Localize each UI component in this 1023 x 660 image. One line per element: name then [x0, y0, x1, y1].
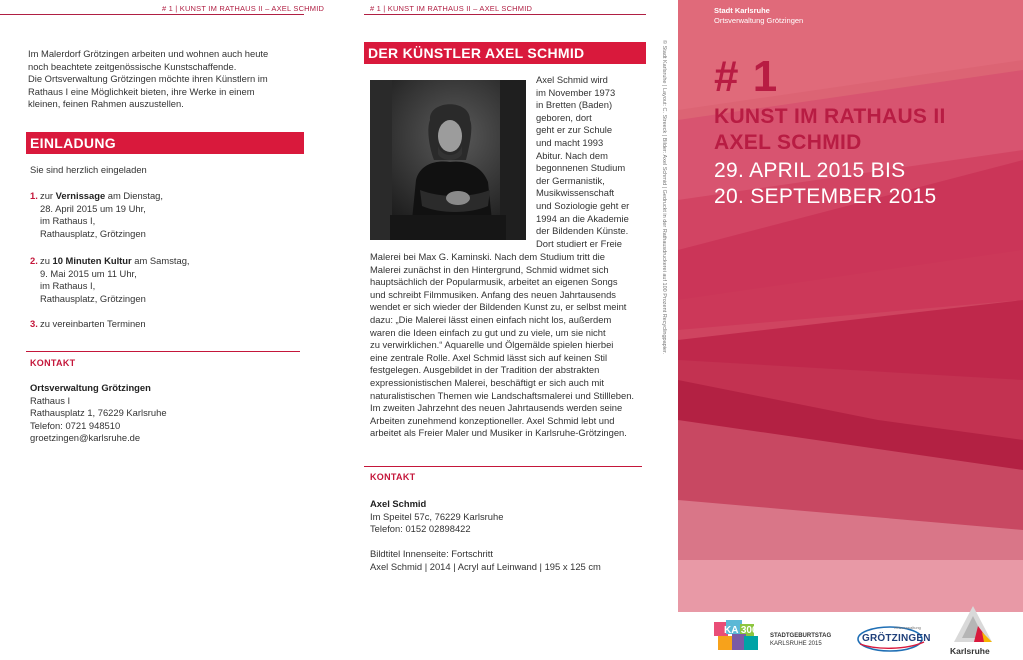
- intro-text: [28, 48, 318, 111]
- stadtgeburtstag-line: KARLSRUHE 2015: [770, 641, 822, 647]
- bio-line: und schreibt Filmmusiken. Anfang des neuen Jahrtausends: [370, 288, 616, 300]
- logo-strip: [678, 612, 1023, 660]
- caption-line: Axel Schmid | 2014 | Acryl auf Leinwand | 195 x 125 cm: [370, 560, 601, 572]
- ka300-logo: [714, 620, 764, 654]
- bio-line: im November 1973: [536, 86, 616, 98]
- cover-title-line1: KUNST IM RATHAUS II: [714, 105, 946, 128]
- divider: [364, 466, 642, 467]
- kontakt-email: groetzingen@karlsruhe.de: [30, 432, 141, 444]
- ka300-text: KA 300: [724, 625, 758, 636]
- cover-org2: Ortsverwaltung Grötzingen: [714, 16, 804, 25]
- event-suffix: am Samstag,: [131, 255, 190, 266]
- kontakt-line: Rathaus I: [30, 394, 71, 406]
- bio-line: naturalistischen Themen wie Landschaftsmalerei und Stillleben.: [370, 389, 635, 401]
- cover-panel: [678, 0, 1023, 660]
- karlsruhe-emblem-icon: [950, 602, 996, 646]
- event-line: Rathausplatz, Grötzingen: [40, 227, 146, 239]
- bio-line: geht er zur Schule: [536, 124, 613, 136]
- artist-heading: DER KÜNSTLER AXEL SCHMID: [364, 42, 646, 64]
- bio-line: Malerei bei Max G. Kaminski. Nach dem Studium tritt die: [370, 251, 605, 262]
- bio-line: Im zweiten Jahrzehnt des neuen Jahrtausends werden seine: [370, 402, 623, 414]
- event-line: 28. April 2015 um 19 Uhr,: [40, 202, 146, 214]
- print-credit: © Stadt Karlsruhe | Layout: C. Streeck | Bilder: Axel Schmid | Gedruckt in der Rathausdruckerei auf 100 Prozent Recyclingpapier.: [661, 40, 667, 355]
- bio-line: 1994 an die Akademie: [536, 212, 629, 224]
- groetzingen-text: GRÖTZINGEN: [862, 633, 931, 644]
- kontakt-phone: Telefon: 0152 02898422: [370, 523, 471, 535]
- artist-body-text: [370, 251, 658, 440]
- event-suffix: am Dienstag,: [105, 190, 163, 201]
- cover-date-line2: 20. SEPTEMBER 2015: [714, 185, 937, 208]
- intro-line: Im Malerdorf Grötzingen arbeiten und wohnen auch heute: [28, 48, 269, 59]
- stadtgeburtstag-text: [770, 632, 831, 648]
- event-line: im Rathaus I,: [40, 215, 96, 227]
- bio-line: Arbeiten zunehmend konzeptioneller. Axel Schmid lebt und: [370, 414, 615, 426]
- caption-line: Bildtitel Innenseite: Fortschritt: [370, 548, 493, 559]
- event-bold: 10 Minuten Kultur: [52, 255, 132, 266]
- bio-line: und Soziologie geht er: [536, 199, 630, 211]
- bio-line: Musikwissenschaft: [536, 187, 615, 199]
- intro-line: kleinen, feinen Rahmen auszustellen.: [28, 98, 184, 110]
- bio-line: dazu: „Die Malerei lässt einen einfach nicht los, außerdem: [370, 313, 612, 325]
- event-number: 2.: [30, 255, 38, 266]
- kontakt-line: Rathausplatz 1, 76229 Karlsruhe: [30, 407, 167, 419]
- bio-line: hauptsächlich der Popularmusik, arbeitet an eigenen Songs: [370, 276, 618, 288]
- running-header: # 1 | KUNST IM RATHAUS II – AXEL SCHMID: [370, 4, 533, 13]
- bio-line: waren die Ideen einfach zu gut und zu viele, um sie nicht: [370, 326, 606, 338]
- artist-name: Axel Schmid: [370, 498, 427, 509]
- bio-line: festgelegen. Ausgebildet in der Tradition der abstrakten: [370, 364, 600, 376]
- stadtgeburtstag-line: STADTGEBURTSTAG: [770, 633, 832, 639]
- bio-line: Abitur. Nach dem: [536, 149, 608, 161]
- einladung-heading: EINLADUNG: [26, 132, 304, 154]
- bio-line: eine zentrale Rolle. Axel Schmid lässt sich auf keinen Stil: [370, 351, 608, 363]
- event-bold: Vernissage: [55, 190, 106, 201]
- middle-panel: [340, 0, 678, 660]
- bio-line: in Bretten (Baden): [536, 99, 613, 111]
- cover-graphic: [678, 0, 1023, 612]
- event-text: zu vereinbarten Terminen: [40, 318, 146, 329]
- einladung-lead: Sie sind herzlich eingeladen: [30, 164, 147, 175]
- kontakt-heading: KONTAKT: [30, 358, 76, 368]
- bio-line: zu verwirklichen.“ Aquarelle und Ölgemälde spielen hierbei: [370, 339, 614, 351]
- bio-line: Dort studiert er Freie: [536, 237, 622, 249]
- kontakt-org: Ortsverwaltung Grötzingen: [30, 382, 151, 393]
- left-panel: [0, 0, 340, 660]
- divider: [26, 351, 300, 352]
- running-header-rule: [364, 14, 646, 15]
- bio-line: wendet er sich wieder der Bildenden Kunst zu, er selbst meint: [370, 301, 627, 313]
- event-prefix: zur: [40, 190, 56, 201]
- event-line: Rathausplatz, Grötzingen: [40, 292, 146, 304]
- intro-line: Rathaus I eine Möglichkeit bieten, ihre Werke in einem: [28, 85, 255, 97]
- bio-line: begonnenen Studium: [536, 162, 626, 174]
- cover-org1: Stadt Karlsruhe: [714, 6, 770, 15]
- bio-line: Malerei zunächst in den Hintergrund, Schmid widmet sich: [370, 263, 609, 275]
- bio-line: expressionistischen Malerei, beschäftigt er sich auch mit: [370, 376, 604, 388]
- event-prefix: zu: [40, 255, 53, 266]
- intro-line: noch beachtete zeitgenössische Kunstschaffende.: [28, 60, 237, 72]
- groetzingen-small: Ortsverwaltung: [894, 625, 921, 630]
- bio-line: arbeitet als Freier Maler und Musiker in Karlsruhe-Grötzingen.: [370, 427, 627, 439]
- bio-line: geboren, dort: [536, 111, 592, 123]
- kontakt-address: Im Speitel 57c, 76229 Karlsruhe: [370, 510, 504, 522]
- running-header-rule: [0, 14, 304, 15]
- groetzingen-logo: [856, 624, 931, 654]
- bio-line: Axel Schmid wird: [536, 74, 608, 85]
- image-caption: [370, 548, 660, 573]
- artist-kontakt-block: [370, 498, 650, 536]
- karlsruhe-logo: [950, 602, 996, 658]
- event-line: im Rathaus I,: [40, 280, 96, 292]
- bio-line: und macht 1993: [536, 136, 604, 148]
- cover-number: # 1: [714, 52, 779, 101]
- event-number: 1.: [30, 190, 38, 201]
- event-number: 3.: [30, 318, 38, 329]
- kontakt-heading: KONTAKT: [370, 472, 416, 482]
- artist-side-text: [536, 74, 648, 250]
- bio-line: der Germanistik,: [536, 174, 605, 186]
- cover-title-line2: AXEL SCHMID: [714, 131, 862, 154]
- bio-line: der Bildenden Künste.: [536, 225, 629, 237]
- kontakt-phone: Telefon: 0721 948510: [30, 419, 121, 431]
- kontakt-block: [30, 382, 300, 445]
- running-header: # 1 | KUNST IM RATHAUS II – AXEL SCHMID: [162, 4, 325, 13]
- karlsruhe-text: Karlsruhe: [950, 646, 990, 656]
- intro-line: Die Ortsverwaltung Grötzingen möchte ihren Künstlern im: [28, 73, 268, 85]
- cover-date-line1: 29. APRIL 2015 BIS: [714, 159, 906, 182]
- artist-photo: [370, 80, 526, 240]
- event-line: 9. Mai 2015 um 11 Uhr,: [40, 267, 137, 279]
